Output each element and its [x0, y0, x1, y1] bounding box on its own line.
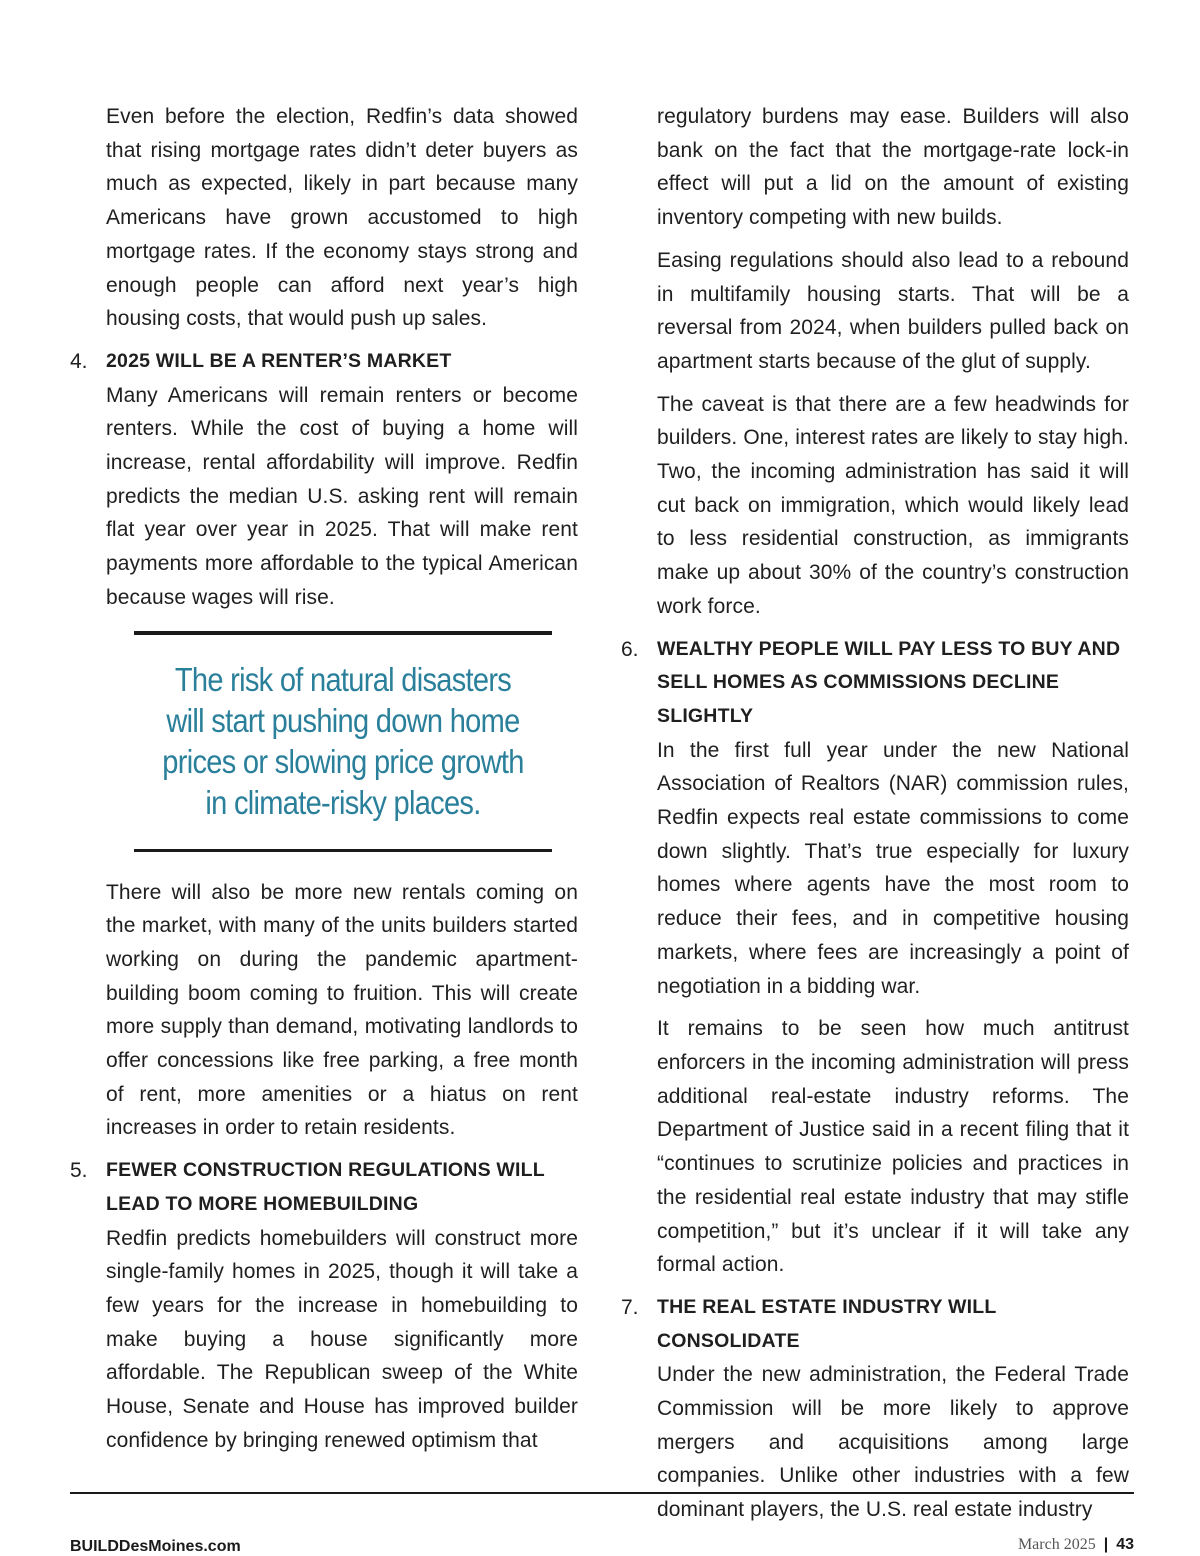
list-number: 7. [621, 1295, 639, 1319]
continued-paragraph: regulatory burdens may ease. Builders will also bank on the fact that the mortgage-rate lock-in effect will put a lid on the amount of existing inventory competing with new builds. [657, 105, 1129, 230]
footer-page-info [1018, 1536, 1134, 1554]
list-item-5 [70, 1154, 578, 1457]
item-heading: 2025 WILL BE A RENTER’S MARKET [106, 349, 452, 372]
list-number: 5. [70, 1159, 88, 1183]
intro-paragraph: Even before the election, Redfin’s data showed that rising mortgage rates didn’t deter buyers as much as expected, likely in part because many Americans have grown accustomed to high mortgage rates. If the economy stays strong and enough people can afford next year’s high housing costs, that would push up sales. [106, 105, 578, 331]
list-number: 4. [70, 349, 88, 373]
pull-quote [134, 631, 552, 852]
footer-site-link[interactable]: BUILDDesMoines.com [70, 1538, 241, 1555]
pull-quote-bottom-rule [134, 849, 552, 852]
list-number: 6. [621, 637, 639, 661]
item-body: Under the new administration, the Federal Trade Commission will be more likely to approve mergers and acquisitions among large companies. Unlike other industries with a few dominant players, the U.S. real estate industry [657, 1363, 1129, 1522]
footer-separator: | [1103, 1536, 1109, 1553]
footer-date: March 2025 [1017, 1536, 1096, 1553]
item-body: Redfin predicts homebuilders will construct more single-family homes in 2025, though it will take a few years for the increase in homebuilding to make buying a house significantly more affordable. The Republican sweep of the White House, Senate and House has improved builder confidence by bringing renewed optimism that [106, 1226, 578, 1452]
multifamily-paragraph: Easing regulations should also lead to a rebound in multifamily housing starts. That will be a reversal from 2024, when builders pulled back on apartment starts because of the glut of supply. [657, 248, 1129, 373]
item-heading: FEWER CONSTRUCTION REGULATIONS WILL LEAD TO MORE HOMEBUILDING [106, 1159, 545, 1215]
list-item-4 [70, 345, 578, 615]
list-item-6 [621, 633, 1129, 1004]
item-heading: THE REAL ESTATE INDUSTRY WILL CONSOLIDATE [657, 1295, 997, 1352]
page-number: 43 [1116, 1536, 1134, 1553]
item-heading: WEALTHY PEOPLE WILL PAY LESS TO BUY AND SELL HOMES AS COMMISSIONS DECLINE SLIGHTLY [657, 637, 1121, 727]
footer-rule [70, 1492, 1134, 1494]
caveat-paragraph: The caveat is that there are a few headwinds for builders. One, interest rates are likely to stay high. Two, the incoming administration has said it will cut back on immigration, which would likely lead to less residential construction, as immigrants make up about 30% of the country’s construction work force. [657, 392, 1129, 618]
antitrust-paragraph: It remains to be seen how much antitrust enforcers in the incoming administration will press additional real-estate industry reforms. The Department of Justice said in a recent filing that it “continues to scrutinize policies and practices in the residential real estate industry that may stifle competition,” but it’s unclear if it will take any formal action. [657, 1017, 1129, 1277]
left-column [70, 100, 578, 1467]
rentals-paragraph: There will also be more new rentals coming on the market, with many of the units builders started working on during the pandemic apartment-building boom coming to fruition. This will create more supply than demand, motivating landlords to offer concessions like free parking, a free month of rent, more amenities or a hiatus on rent increases in order to retain residents. [106, 880, 578, 1140]
pull-quote-text: The risk of natural disasters will start pushing down home prices or slowing price growth in climate-risky places. [162, 660, 524, 821]
right-column [621, 100, 1129, 1536]
item-body: Many Americans will remain renters or become renters. While the cost of buying a home will increase, rental affordability will improve. Redfin predicts the median U.S. asking rent will remain flat year over year in 2025. That will make rent payments more affordable to the typical American because wages will rise. [106, 383, 578, 609]
item-body: In the first full year under the new National Association of Realtors (NAR) commission rules, Redfin expects real estate commissions to come down slightly. That’s true especially for luxury homes where agents have the most room to reduce their fees, and in competitive housing markets, where fees are increasingly a point of negotiation in a bidding war. [657, 738, 1129, 998]
